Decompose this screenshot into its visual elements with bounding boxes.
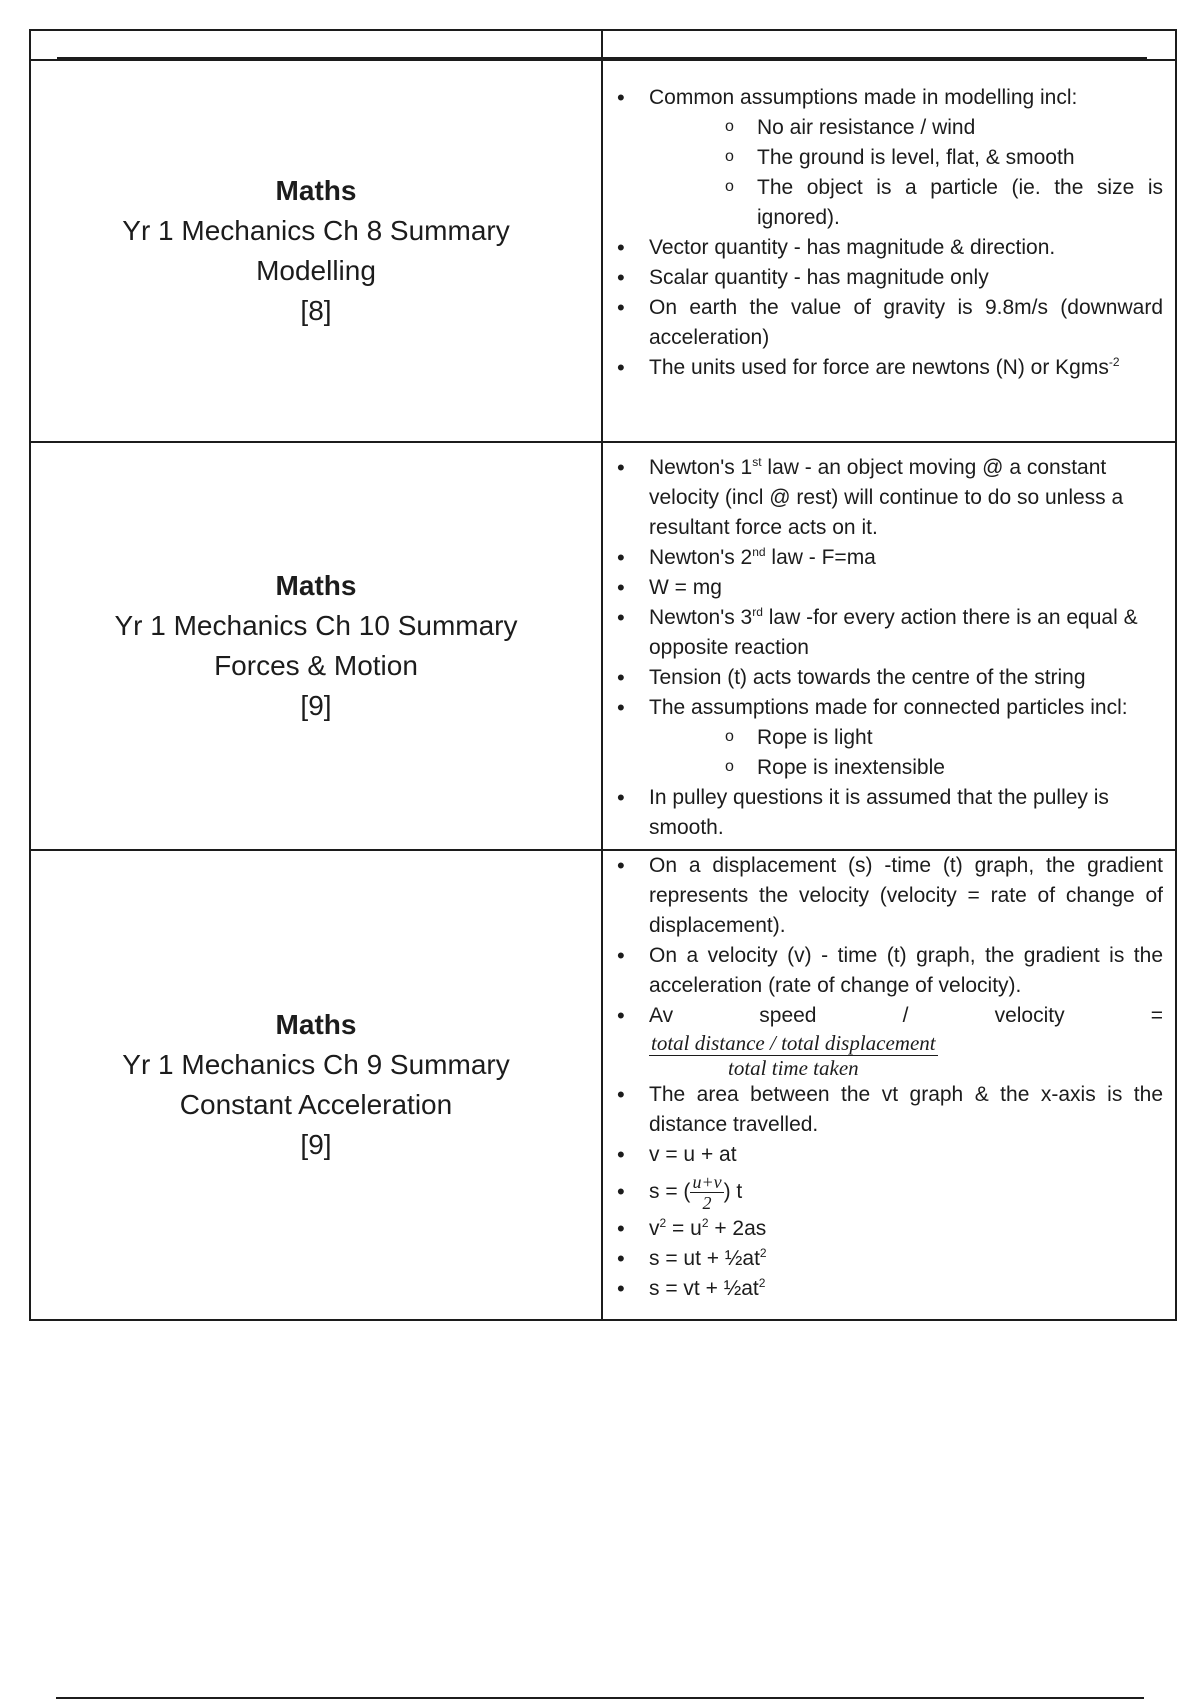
superscript: -2: [1108, 355, 1120, 369]
list-item: [613, 1214, 1163, 1244]
card-constant-acceleration: [31, 849, 1175, 1319]
card-title: Yr 1 Mechanics Ch 8 Summary: [122, 215, 510, 246]
sub-list: [649, 113, 1163, 233]
list-item: [613, 543, 1163, 573]
avg-speed-words: [649, 1001, 1163, 1031]
list-item: • In pulley questions it is assumed that the pulley is smooth.: [613, 783, 1163, 843]
note-text: ) t: [723, 1180, 743, 1203]
card-subject: Maths: [275, 1009, 357, 1040]
list-item: • Vector quantity - has magnitude & direction.: [613, 233, 1163, 263]
card-topic: Constant Acceleration: [179, 1089, 453, 1120]
list-item: • Tension (t) acts towards the centre of the string: [613, 663, 1163, 693]
superscript: 2: [758, 1276, 766, 1290]
superscript: nd: [752, 545, 766, 559]
list-item: • W = mg: [613, 573, 1163, 603]
footer-rule: [56, 1697, 1144, 1699]
rule: [603, 57, 1147, 59]
card-topic: Forces & Motion: [214, 650, 418, 681]
list-item: • On a velocity (v) - time (t) graph, the gradient is the acceleration (rate of change of velocity).: [613, 941, 1163, 1001]
note-text: law - an object moving @ a constant velocity (incl @ rest) will continue to do so unless a resultant force acts on it.: [649, 456, 1124, 539]
card-forces-motion: [31, 441, 1175, 849]
superscript: rd: [752, 605, 763, 619]
note-text: The units used for force are newtons (N) or Kgms: [649, 356, 1109, 379]
list-item: [613, 83, 1163, 233]
card-topic: Modelling: [256, 255, 376, 286]
sub-item: o Rope is inextensible: [721, 753, 1163, 783]
word: • Av: [649, 1004, 674, 1027]
note-text: s = (: [649, 1180, 691, 1203]
card-title: Yr 1 Mechanics Ch 10 Summary: [114, 610, 518, 641]
note-text: The assumptions made for connected particles incl:: [649, 696, 1128, 719]
note-text: Newton's 1: [649, 456, 753, 479]
card-count: [9]: [300, 690, 332, 721]
card-count: [9]: [300, 1129, 332, 1160]
superscript: 2: [659, 1216, 667, 1230]
list-item: [613, 603, 1163, 663]
notes-list: [613, 453, 1163, 843]
table-header-row: [31, 31, 1175, 59]
card-title: Yr 1 Mechanics Ch 9 Summary: [122, 1049, 510, 1080]
card-count: [8]: [300, 295, 332, 326]
card-modelling: [31, 59, 1175, 441]
list-item: • On earth the value of gravity is 9.8m/s (downward acceleration): [613, 293, 1163, 353]
card-subject: Maths: [275, 570, 357, 601]
note-text: Newton's 3: [649, 606, 753, 629]
sub-item: o The ground is level, flat, & smooth: [721, 143, 1163, 173]
suvat-fraction: [690, 1172, 723, 1213]
notes-list: [613, 851, 1163, 1304]
list-item: [613, 1170, 1163, 1214]
card-notes-cell: [603, 851, 1175, 1319]
superscript: 2: [701, 1216, 709, 1230]
list-item: [613, 1001, 1163, 1080]
superscript: 2: [759, 1246, 767, 1260]
note-text: + 2as: [708, 1217, 767, 1240]
list-item: • v = u + at: [613, 1140, 1163, 1170]
sub-item: o Rope is light: [721, 723, 1163, 753]
note-text: s = vt + ½at: [649, 1277, 759, 1300]
card-title-cell: [31, 61, 603, 441]
note-text: v: [649, 1217, 660, 1240]
fraction-numerator: total distance / total displacement: [651, 1031, 936, 1055]
list-item: • The area between the vt graph & the x-axis is the distance travelled.: [613, 1080, 1163, 1140]
superscript: st: [752, 455, 762, 469]
header-cell-left: [31, 31, 603, 59]
list-item: • On a displacement (s) -time (t) graph, the gradient represents the velocity (velocity = rate of change of displacement).: [613, 851, 1163, 941]
word: speed: [759, 1004, 817, 1027]
word: /: [902, 1004, 909, 1027]
header-cell-right: [603, 31, 1175, 59]
note-text: Newton's 2: [649, 546, 753, 569]
fraction-numerator: u+v: [692, 1171, 722, 1192]
rule: [57, 57, 601, 59]
card-subject: Maths: [275, 175, 357, 206]
sub-item: o The object is a particle (ie. the size is ignored).: [721, 173, 1163, 233]
note-text: law -for every action there is an equal & opposite reaction: [649, 606, 1138, 659]
list-item: • Scalar quantity - has magnitude only: [613, 263, 1163, 293]
note-text: s = ut + ½at: [649, 1247, 760, 1270]
fraction-denominator: 2: [702, 1192, 712, 1213]
word: =: [1150, 1004, 1163, 1027]
sub-list: [649, 723, 1163, 783]
word: velocity: [994, 1004, 1065, 1027]
summary-table: [29, 29, 1177, 1321]
card-notes-cell: [603, 443, 1175, 849]
fraction-denominator: total time taken: [728, 1056, 859, 1080]
list-item: [613, 1244, 1163, 1274]
note-text: = u: [666, 1217, 702, 1240]
notes-list: [613, 83, 1163, 383]
note-text: law - F=ma: [765, 546, 876, 569]
card-title-cell: [31, 443, 603, 849]
sub-item: o No air resistance / wind: [721, 113, 1163, 143]
list-item: [613, 453, 1163, 543]
list-item: [613, 1274, 1163, 1304]
note-text: Common assumptions made in modelling incl:: [649, 86, 1078, 109]
card-notes-cell: [603, 61, 1175, 441]
card-title-cell: [31, 851, 603, 1319]
list-item: [613, 693, 1163, 783]
avg-speed-fraction: [649, 1031, 938, 1080]
list-item: [613, 353, 1163, 383]
